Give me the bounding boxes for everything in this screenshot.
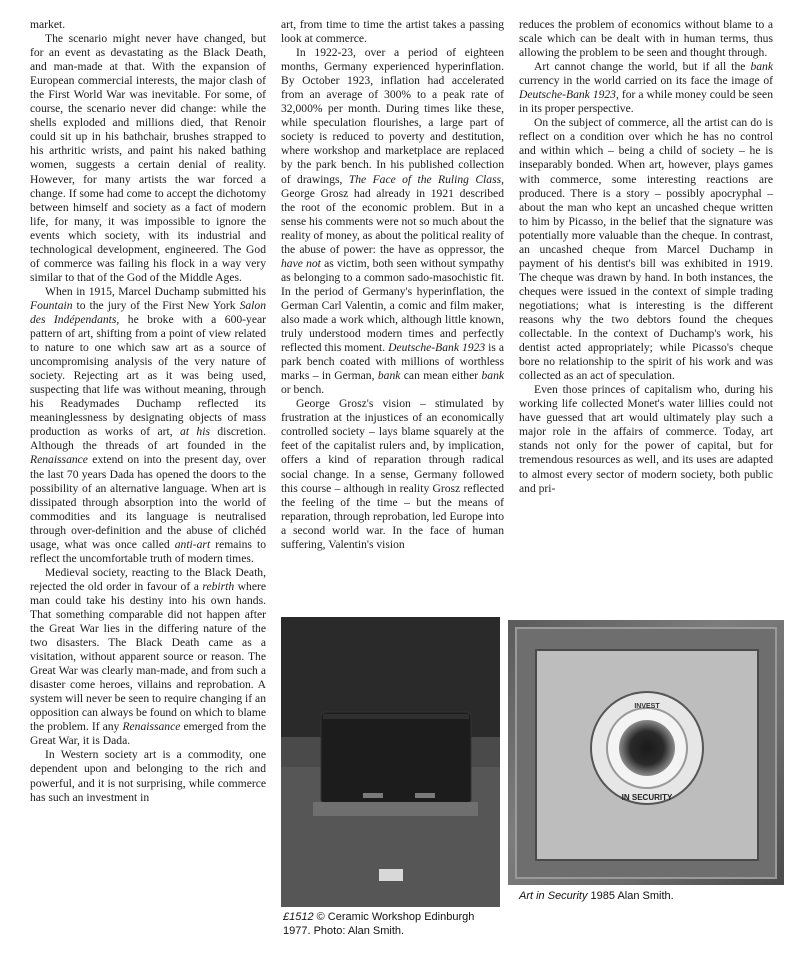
photo-caption-2 bbox=[519, 890, 779, 904]
paragraph: Even those princes of capitalism who, during his working life collected Monet's water lillies could not have guessed that art would ultimately play such a major role in the affairs of commerce. Today, art stands not only for the power of capital, but for tremendous resources as well, and its uses are adapted to almost every sector of modern society, both public and pri- bbox=[519, 383, 773, 495]
photo-briefcase-artwork bbox=[281, 617, 500, 907]
paragraph: Art cannot change the world, but if all the bank currency in the world carried on its face the image of Deutsche-Bank 1923, for a while money could be seen in its proper perspective. bbox=[519, 60, 773, 116]
safe-door-image bbox=[508, 620, 784, 885]
paragraph: In 1922-23, over a period of eighteen months, Germany experienced hyperinflation. By October 1923, inflation had accelerated from an average of 300% to a peak rate of 32,000% per month. During times like these, while speculation flourishes, a large part of society is reduced to poverty and destitution, where workshop and marketplace are replaced by the park bench. In his published collection of drawings, The Face of the Ruling Class, George Grosz had already in 1921 described the root of the economic problem. But in a sense his comments were not so much about the reality of money, as about the political reality of the abuse of power: the have as oppressor, the have not as victim, both seen without sympathy as belonging to a common sado-masochistic fit. In the period of Germany's hyperinflation, the German Carl Valentin, a comic and film maker, also made a work which, although little known, truly understood modern times and perfectly reflected this moment. Deutsche-Bank 1923 is a park bench coated with millions of worthless marks – in German, bank can mean either bank or bench. bbox=[281, 46, 505, 397]
text-column-1 bbox=[30, 18, 266, 805]
paragraph: reduces the problem of economics without blame to a scale which can be dealt with in human terms, thus allowing the problem to be seen and thought through. bbox=[519, 18, 773, 60]
caption-title: £1512 bbox=[283, 911, 314, 923]
caption-text: © Ceramic Workshop Edinburgh 1977. Photo: Alan Smith. bbox=[283, 911, 475, 937]
paragraph: The scenario might never have changed, but for an event as devastating as the Black Death, and man-made at that. With the expansion of European commercial interests, the major clash of the First World War was inevitable. For some, of course, the scenario never did change: while the shells exploded and millions died, that Renoir could sit up in his bathchair, brushes strapped to his arthritic wrists, and paint his naked bathing women, suggests a certain denial of reality. However, for many artists the war forced a change. If some had come to accept the dichotomy between himself and society as a fact of modern life, for many, it was impossible to ignore the events which society, with its industrial and technological development, engineered. The God of commerce was failing his flock in a way very similar to that of the God of the Middle Ages. bbox=[30, 32, 266, 284]
text-column-3 bbox=[519, 18, 773, 496]
paragraph: When in 1915, Marcel Duchamp submitted his Fountain to the jury of the First New York Salon des Indépendants, he broke with a 600-year pattern of art, shifting from a point of view related to nature to one which saw art as a source of uncompromising analysis of the very nature of society. Rejecting art as it was being used, suspecting that life was without meaning, through his Readymades Duchamp reflected its meaninglessness by designating objects of mass production as works of art, at his discretion. Although the threads of art founded in the Renaissance extend on into the present day, over the last 70 years Dada has opened the doors to the possibility of an alternative language. When art is dissipated through absorption into the world of commodities and its language is neutralised through over-definition and the abuse of clichéd usage, what was once called anti-art remains to reflect the uncomfortable truth of modern times. bbox=[30, 284, 267, 565]
briefcase-image bbox=[281, 617, 500, 907]
paragraph: George Grosz's vision – stimulated by frustration at the injustices of an economically controlled society – lays blame squarely at the feet of the capitalist rulers and, by implication, offers a kind of reparation through radical social change. In a sense, Germany followed this course – although in reality Grosz reflected the feeling of the time – but the means of reparation, through reprobation, led Europe into a second world war. In the face of human suffering, Valentin's vision bbox=[281, 397, 504, 551]
safe-label-bottom: IN SECURITY bbox=[621, 793, 673, 802]
paragraph: In Western society art is a commodity, one dependent upon and belonging to the rich and powerful, and it is not surprising, while commerce has such an investment in bbox=[30, 748, 266, 804]
paragraph: On the subject of commerce, all the artist can do is reflect on a condition over which he has no control and within which – being a child of society – he is inseparably bonded. When art, however, plays games with commerce, some interesting reactions are produced. There is a story – possibly apocryphal – about the man who kept an uncashed cheque written to him by Picasso, in the belief that the signature was potentially more valuable than the cheque. In contrast, an uncashed cheque from Marcel Duchamp in payment of his dentist's bill was exhibited in 1919. The cheque was drawn by hand. In both instances, the cheques were issued in the context of simple trading negotiations; what is interesting is the different reasons why the two debtors found the cheques collectable. In the context of Duchamp's work, his dentist acted appropriately; while Picasso's cheque bore no relationship to the spirit of his work and was collected as an act of speculation. bbox=[519, 116, 773, 383]
paragraph: Medieval society, reacting to the Black Death, rejected the old order in favour of a rebirth where man could take his destiny into his own hands. That something comparable did not happen after the Great War lies in the differing nature of the two disasters. The Black Death came as a visitation, without apparent source or reason. The Great War was clearly man-made, and from such a disaster come heroes, villains and reprobation. A system will never be seen to require changing if an opposition can always be found on which to blame the problem. If any Renaissance emerged from the Great War, it is Dada. bbox=[30, 565, 266, 748]
paragraph: market. bbox=[30, 18, 66, 31]
caption-text: 1985 Alan Smith. bbox=[587, 890, 674, 902]
photo-art-in-security bbox=[508, 620, 784, 885]
photo-caption-1 bbox=[283, 911, 503, 938]
text-column-2 bbox=[281, 18, 504, 552]
paragraph: art, from time to time the artist takes a passing look at commerce. bbox=[281, 18, 504, 46]
safe-label-top: INVEST bbox=[634, 703, 660, 710]
caption-title: Art in Security bbox=[519, 890, 588, 902]
